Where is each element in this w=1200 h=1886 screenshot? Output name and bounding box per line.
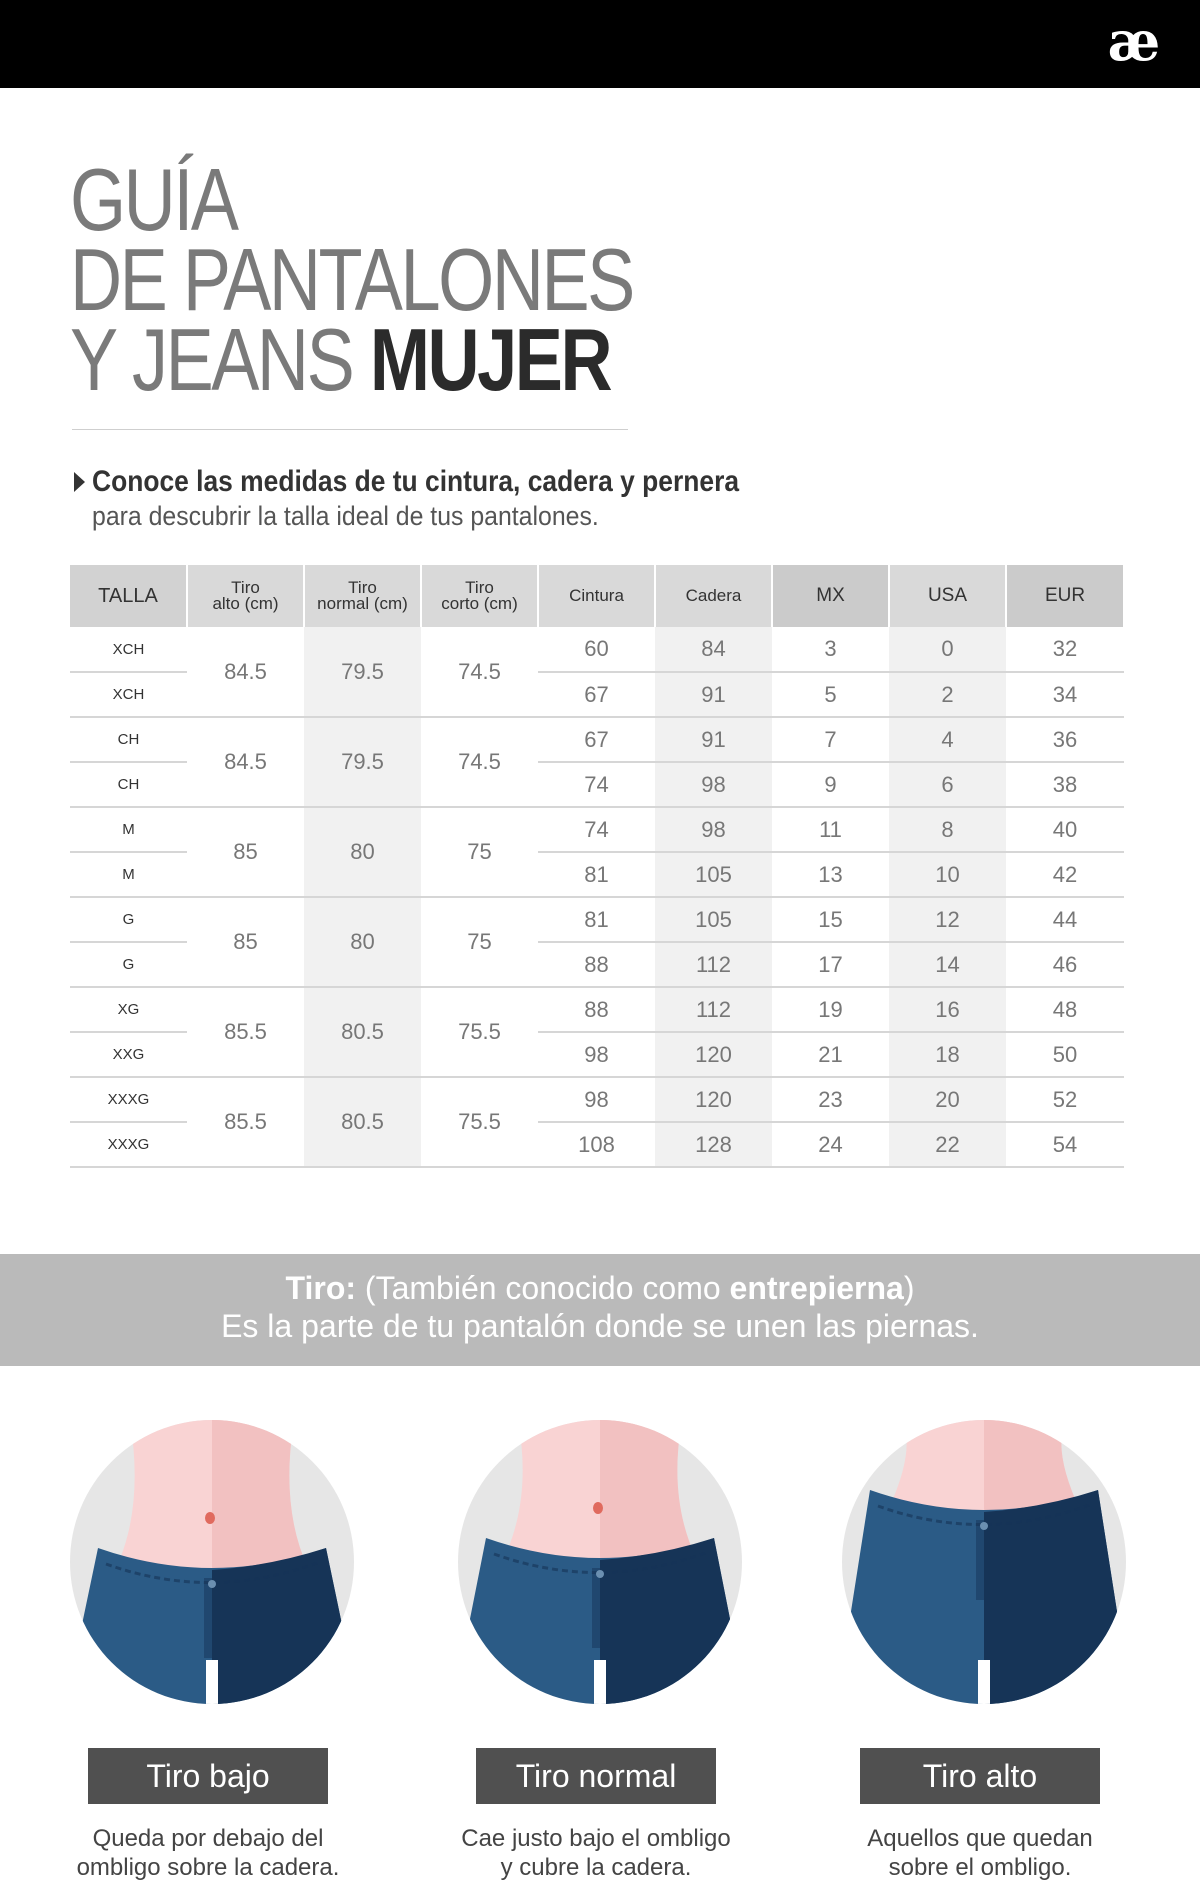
title-divider <box>72 429 628 430</box>
usa-cell: 18 <box>889 1032 1006 1077</box>
header-tiro-alto: Tiro alto (cm) <box>187 565 304 627</box>
page-title <box>70 150 633 409</box>
tiro-alto-cell: 85.5 <box>187 1077 304 1167</box>
talla-cell: M <box>70 852 187 897</box>
mx-cell: 21 <box>772 1032 889 1077</box>
header-cadera: Cadera <box>655 565 772 627</box>
cadera-cell: 84 <box>655 627 772 672</box>
tiro-normal-cell: 79.5 <box>304 717 421 807</box>
usa-cell: 4 <box>889 717 1006 762</box>
tiro-corto-cell: 75.5 <box>421 987 538 1077</box>
mx-cell: 9 <box>772 762 889 807</box>
tiro-description <box>822 1824 1138 1882</box>
tiro-description-line-1: Queda por debajo del <box>92 1825 324 1852</box>
tiro-normal-cell: 80 <box>304 897 421 987</box>
top-bar <box>0 0 1200 88</box>
talla-cell: XCH <box>70 672 187 717</box>
eur-cell: 32 <box>1006 627 1124 672</box>
mx-cell: 5 <box>772 672 889 717</box>
cadera-cell: 112 <box>655 942 772 987</box>
size-table <box>70 565 1125 1168</box>
mx-cell: 17 <box>772 942 889 987</box>
tiro-normal-cell: 80.5 <box>304 1077 421 1167</box>
tiro-aka-text: (También conocido como <box>356 1270 730 1306</box>
tiro-description-line-1: Cae justo bajo el ombligo <box>461 1825 731 1852</box>
talla-cell: G <box>70 942 187 987</box>
cintura-cell: 81 <box>538 852 655 897</box>
cintura-cell: 74 <box>538 762 655 807</box>
talla-cell: M <box>70 807 187 852</box>
tiro-normal-cell: 80 <box>304 807 421 897</box>
usa-cell: 8 <box>889 807 1006 852</box>
tiro-definition-band <box>0 1254 1200 1366</box>
cintura-cell: 98 <box>538 1032 655 1077</box>
mx-cell: 13 <box>772 852 889 897</box>
tiro-figure <box>70 1420 370 1881</box>
entrepierna-term: entrepierna <box>729 1270 904 1306</box>
talla-cell: G <box>70 897 187 942</box>
tiro-label: Tiro bajo <box>88 1748 328 1804</box>
jeans-illustration <box>458 1420 748 1720</box>
table-header-row <box>70 565 1124 627</box>
header-talla: TALLA <box>70 565 187 627</box>
tiro-figure <box>458 1420 758 1881</box>
talla-cell: XG <box>70 987 187 1032</box>
table-row <box>70 897 1124 942</box>
table-row <box>70 1077 1124 1122</box>
tiro-corto-cell: 75 <box>421 807 538 897</box>
mx-cell: 11 <box>772 807 889 852</box>
cadera-cell: 120 <box>655 1032 772 1077</box>
tiro-alto-cell: 84.5 <box>187 717 304 807</box>
usa-cell: 22 <box>889 1122 1006 1167</box>
talla-cell: XCH <box>70 627 187 672</box>
cadera-cell: 112 <box>655 987 772 1032</box>
table-row <box>70 717 1124 762</box>
title-line-1: GUÍA <box>70 150 237 249</box>
usa-cell: 10 <box>889 852 1006 897</box>
tiro-definition-line-2: Es la parte de tu pantalón donde se unen las piernas. <box>221 1308 979 1344</box>
eur-cell: 52 <box>1006 1077 1124 1122</box>
talla-cell: CH <box>70 762 187 807</box>
mx-cell: 23 <box>772 1077 889 1122</box>
tiro-corto-cell: 75.5 <box>421 1077 538 1167</box>
tiro-normal-cell: 79.5 <box>304 627 421 717</box>
tiro-corto-cell: 75 <box>421 897 538 987</box>
tiro-description-line-2: sobre el ombligo. <box>888 1854 1072 1881</box>
cadera-cell: 120 <box>655 1077 772 1122</box>
eur-cell: 36 <box>1006 717 1124 762</box>
tiro-corto-cell: 74.5 <box>421 627 538 717</box>
mx-cell: 24 <box>772 1122 889 1167</box>
mx-cell: 19 <box>772 987 889 1032</box>
eur-cell: 44 <box>1006 897 1124 942</box>
eur-cell: 48 <box>1006 987 1124 1032</box>
brand-logo[interactable] <box>1104 14 1164 74</box>
header-tiro-corto: Tiro corto (cm) <box>421 565 538 627</box>
mx-cell: 3 <box>772 627 889 672</box>
cintura-cell: 108 <box>538 1122 655 1167</box>
tiro-figure <box>842 1420 1142 1881</box>
eur-cell: 38 <box>1006 762 1124 807</box>
cintura-cell: 88 <box>538 987 655 1032</box>
eur-cell: 50 <box>1006 1032 1124 1077</box>
svg-text:æ: æ <box>1107 14 1161 73</box>
eur-cell: 40 <box>1006 807 1124 852</box>
cintura-cell: 74 <box>538 807 655 852</box>
tiro-description <box>50 1824 366 1882</box>
cadera-cell: 105 <box>655 897 772 942</box>
cadera-cell: 105 <box>655 852 772 897</box>
header-cintura: Cintura <box>538 565 655 627</box>
intro-heading: Conoce las medidas de tu cintura, cadera y pernera <box>92 465 740 498</box>
table-row <box>70 627 1124 672</box>
usa-cell: 2 <box>889 672 1006 717</box>
tiro-label: Tiro alto <box>860 1748 1100 1804</box>
eur-cell: 54 <box>1006 1122 1124 1167</box>
intro-subtext: para descubrir la talla ideal de tus pantalones. <box>92 501 599 531</box>
usa-cell: 16 <box>889 987 1006 1032</box>
header-tiro-normal: Tiro normal (cm) <box>304 565 421 627</box>
talla-cell: CH <box>70 717 187 762</box>
jeans-illustration <box>842 1420 1132 1720</box>
usa-cell: 20 <box>889 1077 1006 1122</box>
header-usa: USA <box>889 565 1006 627</box>
tiro-alto-cell: 85.5 <box>187 987 304 1077</box>
cadera-cell: 91 <box>655 672 772 717</box>
cadera-cell: 128 <box>655 1122 772 1167</box>
cintura-cell: 67 <box>538 672 655 717</box>
tiro-term: Tiro: <box>285 1270 357 1306</box>
talla-cell: XXXG <box>70 1077 187 1122</box>
header-eur: EUR <box>1006 565 1124 627</box>
tiro-label: Tiro normal <box>476 1748 716 1804</box>
cintura-cell: 98 <box>538 1077 655 1122</box>
tiro-corto-cell: 74.5 <box>421 717 538 807</box>
tiro-definition-line-1 <box>0 1270 1200 1307</box>
cadera-cell: 98 <box>655 762 772 807</box>
tiro-description-line-1: Aquellos que quedan <box>867 1825 1093 1852</box>
cadera-cell: 91 <box>655 717 772 762</box>
mx-cell: 15 <box>772 897 889 942</box>
title-line-3-bold: MUJER <box>369 310 611 409</box>
tiro-normal-cell: 80.5 <box>304 987 421 1077</box>
cadera-cell: 98 <box>655 807 772 852</box>
tiro-alto-cell: 85 <box>187 807 304 897</box>
tiro-paren-close: ) <box>903 1270 915 1306</box>
table-row <box>70 807 1124 852</box>
tiro-alto-cell: 85 <box>187 897 304 987</box>
cintura-cell: 60 <box>538 627 655 672</box>
tiro-description-line-2: ombligo sobre la cadera. <box>76 1854 340 1881</box>
tiro-alto-cell: 84.5 <box>187 627 304 717</box>
title-line-2: DE PANTALONES <box>70 230 633 329</box>
title-line-3 <box>70 310 633 409</box>
cintura-cell: 81 <box>538 897 655 942</box>
tiro-description <box>438 1824 754 1882</box>
cintura-cell: 67 <box>538 717 655 762</box>
eur-cell: 42 <box>1006 852 1124 897</box>
title-line-3-light: Y JEANS <box>70 310 370 409</box>
talla-cell: XXXG <box>70 1122 187 1167</box>
usa-cell: 14 <box>889 942 1006 987</box>
eur-cell: 34 <box>1006 672 1124 717</box>
tiro-description-line-2: y cubre la cadera. <box>500 1854 692 1881</box>
table-row <box>70 987 1124 1032</box>
usa-cell: 6 <box>889 762 1006 807</box>
cintura-cell: 88 <box>538 942 655 987</box>
header-mx: MX <box>772 565 889 627</box>
eur-cell: 46 <box>1006 942 1124 987</box>
usa-cell: 12 <box>889 897 1006 942</box>
usa-cell: 0 <box>889 627 1006 672</box>
mx-cell: 7 <box>772 717 889 762</box>
triangle-right-icon <box>74 472 85 492</box>
talla-cell: XXG <box>70 1032 187 1077</box>
jeans-illustration <box>70 1420 360 1720</box>
